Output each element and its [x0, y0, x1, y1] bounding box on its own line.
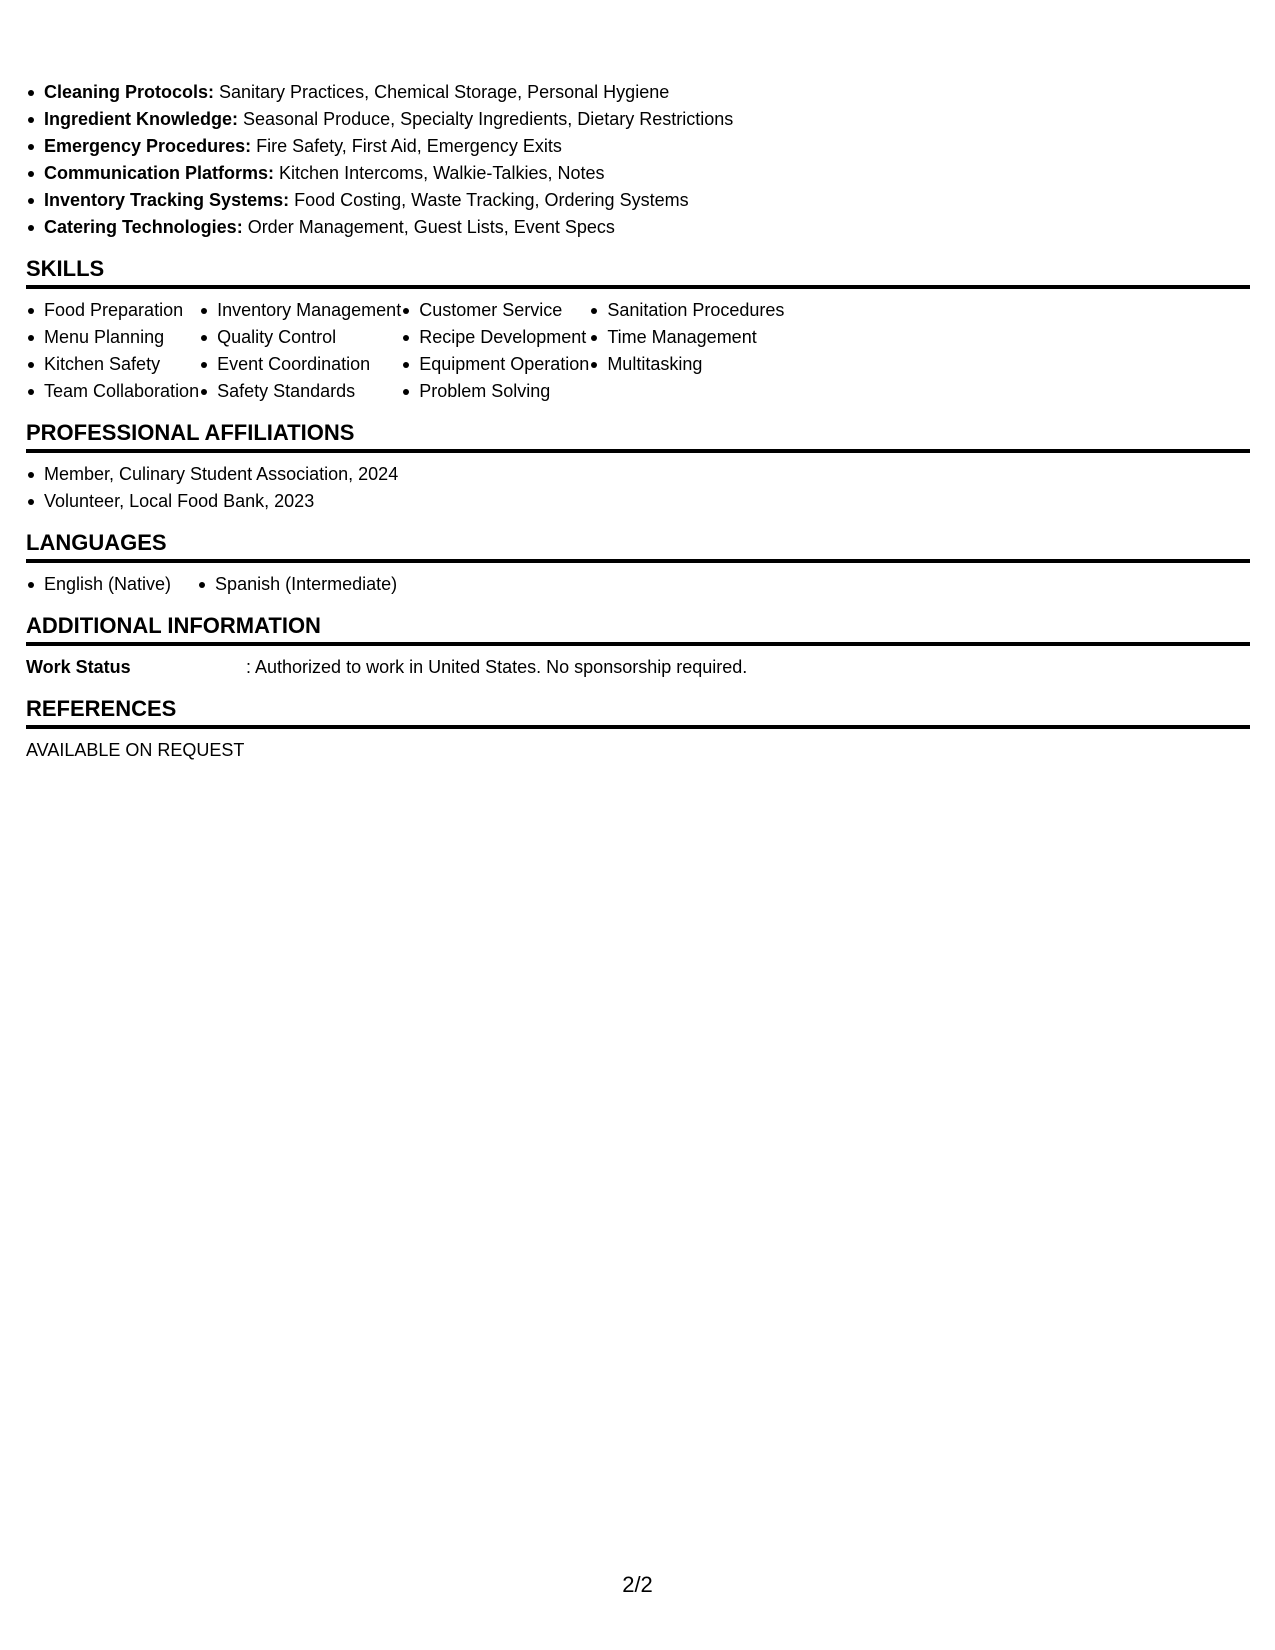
affiliations-list	[26, 461, 1250, 515]
section-heading: ADDITIONAL INFORMATION	[26, 612, 1250, 646]
list-item: Volunteer, Local Food Bank, 2023	[26, 488, 1250, 515]
references-section	[26, 695, 1250, 764]
skill-item: Food Preparation	[26, 297, 199, 324]
skill-item: Event Coordination	[199, 351, 401, 378]
skill-item: Team Collaboration	[26, 378, 199, 405]
work-status-row	[26, 654, 1250, 681]
skill-item: Sanitation Procedures	[589, 297, 784, 324]
section-heading: REFERENCES	[26, 695, 1250, 729]
skill-item: Safety Standards	[199, 378, 401, 405]
page-number: 2/2	[622, 1572, 653, 1597]
resume-page	[26, 79, 1250, 764]
list-item: Cleaning Protocols: Sanitary Practices, Chemical Storage, Personal Hygiene	[26, 79, 1250, 106]
skill-item: Multitasking	[589, 351, 784, 378]
skill-item: Time Management	[589, 324, 784, 351]
list-item: Member, Culinary Student Association, 2024	[26, 461, 1250, 488]
languages-list	[26, 571, 1250, 598]
skills-column	[199, 297, 401, 405]
skill-item: Kitchen Safety	[26, 351, 199, 378]
skill-item: Recipe Development	[401, 324, 589, 351]
section-heading: PROFESSIONAL AFFILIATIONS	[26, 419, 1250, 453]
skills-section	[26, 255, 1250, 405]
list-item: Emergency Procedures: Fire Safety, First Aid, Emergency Exits	[26, 133, 1250, 160]
skills-column	[401, 297, 589, 405]
list-item: Inventory Tracking Systems: Food Costing, Waste Tracking, Ordering Systems	[26, 187, 1250, 214]
references-text: AVAILABLE ON REQUEST	[26, 740, 245, 760]
technical-skills-list	[26, 79, 1250, 241]
skills-column	[26, 297, 199, 405]
skills-grid	[26, 289, 1250, 405]
skill-item: Problem Solving	[401, 378, 589, 405]
list-item: Ingredient Knowledge: Seasonal Produce, Specialty Ingredients, Dietary Restrictions	[26, 106, 1250, 133]
skills-column	[589, 297, 784, 405]
section-heading: LANGUAGES	[26, 529, 1250, 563]
list-item: Communication Platforms: Kitchen Intercoms, Walkie-Talkies, Notes	[26, 160, 1250, 187]
language-item: English (Native)	[26, 571, 171, 598]
skill-item: Inventory Management	[199, 297, 401, 324]
section-heading: SKILLS	[26, 255, 1250, 289]
list-item: Catering Technologies: Order Management, Guest Lists, Event Specs	[26, 214, 1250, 241]
skill-item: Customer Service	[401, 297, 589, 324]
languages-section	[26, 529, 1250, 598]
additional-info-section	[26, 612, 1250, 681]
skill-item: Equipment Operation	[401, 351, 589, 378]
skill-item: Quality Control	[199, 324, 401, 351]
skill-item: Menu Planning	[26, 324, 199, 351]
work-status-value: : Authorized to work in United States. No sponsorship required.	[246, 657, 748, 677]
language-item: Spanish (Intermediate)	[197, 571, 397, 598]
affiliations-section	[26, 419, 1250, 515]
work-status-label: Work Status	[26, 657, 131, 677]
